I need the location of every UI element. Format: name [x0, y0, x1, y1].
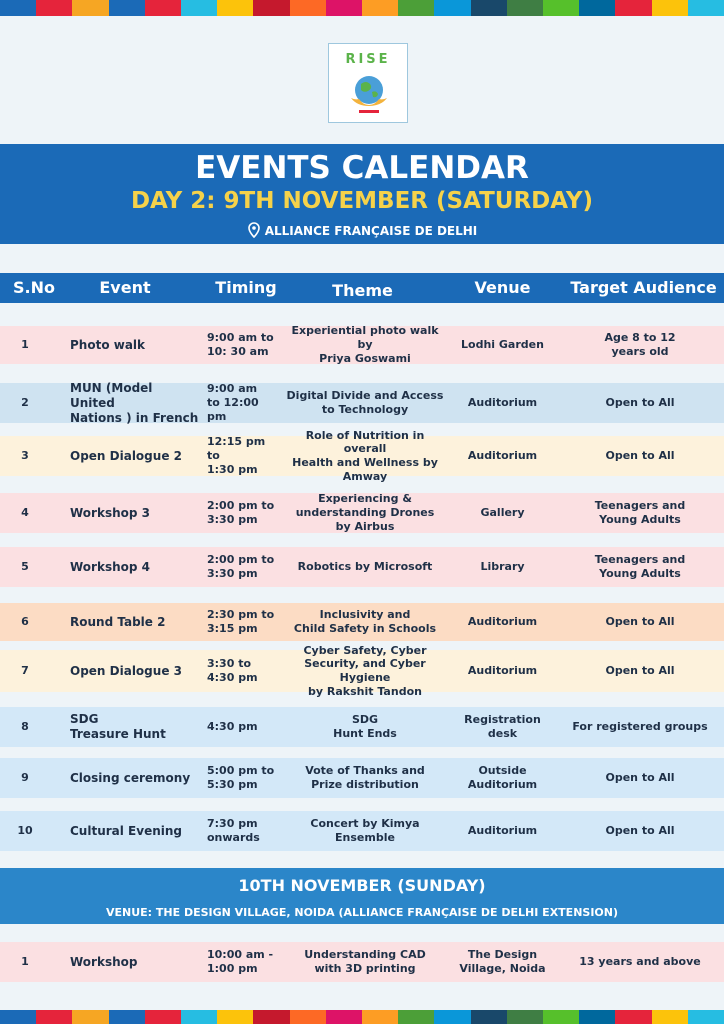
table-row: [0, 811, 724, 851]
theme-cell: [285, 383, 445, 423]
stripe-segment: [36, 0, 72, 16]
sno-cell-text: 5: [21, 560, 29, 574]
col-header-venue: Venue: [474, 278, 531, 297]
venue-text: ALLIANCE FRANÇAISE DE DELHI: [264, 224, 478, 238]
day-subtitle: DAY 2: 9TH NOVEMBER (SATURDAY): [130, 188, 594, 214]
audience-cell: [565, 650, 715, 692]
audience-cell-text: Open to All: [605, 664, 675, 678]
audience-cell: [565, 811, 715, 851]
stripe-segment: [217, 0, 253, 16]
timing-cell-text: 4:30 pm: [207, 720, 258, 734]
sno-cell: [0, 650, 50, 692]
stripe-segment: [543, 1010, 579, 1024]
stripe-segment: [507, 1010, 543, 1024]
venue-cell-text: Lodhi Garden: [461, 338, 544, 352]
theme-cell-text: Robotics by Microsoft: [297, 560, 433, 574]
table-row: [0, 643, 724, 698]
event-cell: [70, 811, 200, 851]
stripe-segment: [471, 0, 507, 16]
stripe-segment: [362, 1010, 398, 1024]
sno-cell-text: 1: [21, 955, 29, 969]
theme-cell-text: Vote of Thanks and Prize distribution: [305, 764, 425, 791]
venue-cell-text: The Design Village, Noida: [459, 948, 546, 975]
stripe-segment: [181, 1010, 217, 1024]
audience-cell-text: Teenagers and Young Adults: [594, 499, 686, 526]
event-cell-text: Workshop 3: [70, 505, 150, 520]
timing-cell: [207, 811, 277, 851]
theme-cell: [285, 643, 445, 698]
sno-cell-text: 8: [21, 720, 29, 734]
table-row: [0, 603, 724, 641]
stripe-segment: [362, 0, 398, 16]
venue-cell: [450, 650, 555, 692]
event-cell-text: Photo walk: [70, 337, 146, 352]
stripe-segment: [36, 1010, 72, 1024]
event-cell: [70, 326, 200, 364]
timing-cell: [207, 758, 277, 798]
venue-cell-text: Registration desk: [464, 713, 541, 740]
theme-cell: [285, 547, 445, 587]
event-cell: [70, 603, 200, 641]
stripe-segment: [326, 1010, 362, 1024]
theme-cell-text: Experiencing & understanding Drones by Airbus: [295, 492, 435, 533]
audience-cell-text: 13 years and above: [579, 955, 701, 969]
venue-cell: [450, 326, 555, 364]
sno-cell-text: 9: [21, 771, 29, 785]
timing-cell-text: 5:00 pm to 5:30 pm: [207, 764, 275, 791]
stripe-segment: [72, 1010, 108, 1024]
stripe-segment: [398, 0, 434, 16]
audience-cell: [565, 942, 715, 982]
stripe-segment: [326, 0, 362, 16]
venue-cell-text: Auditorium: [467, 396, 538, 410]
theme-cell-text: Role of Nutrition in overall Health and Wellness by Amway: [292, 428, 438, 483]
venue-cell-text: Auditorium: [467, 824, 538, 838]
audience-cell: [565, 436, 715, 476]
audience-cell-text: Age 8 to 12 years old: [604, 331, 676, 358]
audience-cell: [565, 383, 715, 423]
timing-cell-text: 7:30 pm onwards: [207, 817, 260, 844]
event-cell: [70, 493, 200, 533]
table-row: [0, 707, 724, 747]
venue-cell: [450, 707, 555, 747]
sno-cell: [0, 493, 50, 533]
col-header-audience: Target Audience: [570, 278, 717, 297]
location-pin-icon: [247, 222, 261, 241]
stripe-segment: [615, 1010, 651, 1024]
event-cell-text: SDG Treasure Hunt: [70, 712, 166, 741]
audience-cell-text: Open to All: [605, 615, 675, 629]
sno-cell-text: 7: [21, 664, 29, 678]
timing-cell-text: 3:30 to 4:30 pm: [207, 657, 258, 684]
stripe-segment: [688, 0, 724, 16]
header-banner: [0, 144, 724, 244]
timing-cell: [207, 650, 277, 692]
venue-cell: [450, 942, 555, 982]
stripe-segment: [290, 1010, 326, 1024]
color-stripe-bottom: [0, 1010, 724, 1024]
event-cell-text: Round Table 2: [70, 614, 166, 629]
venue-cell-text: Library: [480, 560, 525, 574]
stripe-segment: [145, 0, 181, 16]
sno-cell: [0, 811, 50, 851]
stripe-segment: [253, 1010, 289, 1024]
theme-cell-text: Experiential photo walk by Priya Goswami: [291, 324, 439, 365]
theme-cell-text: Understanding CAD with 3D printing: [304, 948, 426, 975]
page-title: EVENTS CALENDAR: [195, 150, 529, 186]
venue-cell: [450, 603, 555, 641]
sno-cell-text: 6: [21, 615, 29, 629]
sno-cell-text: 10: [17, 824, 33, 838]
stripe-segment: [652, 1010, 688, 1024]
table-header: [0, 273, 724, 303]
stripe-segment: [217, 1010, 253, 1024]
theme-cell-text: Inclusivity and Child Safety in Schools: [293, 608, 437, 635]
audience-cell: [565, 758, 715, 798]
theme-cell: [285, 942, 445, 982]
timing-cell-text: 10:00 am - 1:00 pm: [207, 948, 274, 975]
sno-cell: [0, 707, 50, 747]
sno-cell-text: 3: [21, 449, 29, 463]
event-cell: [70, 707, 200, 747]
theme-cell-text: Digital Divide and Access to Technology: [286, 389, 444, 416]
audience-cell-text: Open to All: [605, 824, 675, 838]
stripe-segment: [434, 0, 470, 16]
stripe-segment: [0, 0, 36, 16]
timing-cell: [207, 383, 277, 423]
timing-cell: [207, 547, 277, 587]
venue-cell: [450, 383, 555, 423]
venue-cell-text: Auditorium: [467, 664, 538, 678]
audience-cell-text: Teenagers and Young Adults: [594, 553, 686, 580]
theme-cell-text: SDG Hunt Ends: [333, 713, 397, 740]
event-cell: [70, 758, 200, 798]
table-row: [0, 428, 724, 483]
table-row: [0, 380, 724, 425]
stripe-segment: [109, 1010, 145, 1024]
theme-cell: [285, 758, 445, 798]
stripe-segment: [398, 1010, 434, 1024]
stripe-segment: [72, 0, 108, 16]
audience-cell: [565, 493, 715, 533]
theme-cell: [285, 811, 445, 851]
event-cell-text: MUN (Model United Nations ) in French: [70, 380, 199, 425]
theme-cell: [285, 603, 445, 641]
timing-cell: [207, 942, 277, 982]
audience-cell: [565, 326, 715, 364]
event-cell: [70, 380, 200, 425]
stripe-segment: [615, 0, 651, 16]
event-cell-text: Closing ceremony: [70, 770, 191, 785]
timing-cell-text: 2:30 pm to 3:15 pm: [207, 608, 275, 635]
theme-cell: [285, 326, 445, 364]
event-cell: [70, 942, 200, 982]
sno-cell: [0, 326, 50, 364]
venue-cell-text: Gallery: [480, 506, 525, 520]
venue-cell: [450, 493, 555, 533]
table-row: [0, 493, 724, 533]
col-header-event: Event: [99, 278, 151, 297]
timing-cell-text: 12:15 pm to 1:30 pm: [207, 435, 266, 476]
stripe-segment: [109, 0, 145, 16]
event-cell-text: Cultural Evening: [70, 823, 182, 838]
timing-cell: [207, 707, 277, 747]
col-header-theme: Theme: [332, 281, 393, 300]
table-row: [0, 547, 724, 587]
venue-cell: [450, 758, 555, 798]
venue-cell: [450, 811, 555, 851]
venue-cell: [450, 547, 555, 587]
audience-cell-text: Open to All: [605, 396, 675, 410]
audience-cell-text: Open to All: [605, 449, 675, 463]
audience-cell: [565, 547, 715, 587]
color-stripe-top: [0, 0, 724, 16]
sno-cell: [0, 942, 50, 982]
stripe-segment: [652, 0, 688, 16]
theme-cell-text: Cyber Safety, Cyber Security, and Cyber Hygiene by Rakshit Tandon: [303, 643, 427, 698]
stripe-segment: [688, 1010, 724, 1024]
stripe-segment: [579, 1010, 615, 1024]
timing-cell: [207, 436, 277, 476]
event-cell-text: Open Dialogue 2: [70, 448, 182, 463]
stripe-segment: [434, 1010, 470, 1024]
sno-cell: [0, 603, 50, 641]
timing-cell-text: 2:00 pm to 3:30 pm: [207, 499, 275, 526]
theme-cell-text: Concert by Kimya Ensemble: [310, 817, 420, 844]
table-row: [0, 758, 724, 798]
table-row: [0, 942, 724, 982]
logo-text: RISE: [345, 52, 391, 67]
theme-cell: [285, 707, 445, 747]
timing-cell-text: 2:00 pm to 3:30 pm: [207, 553, 275, 580]
theme-cell: [285, 428, 445, 483]
sno-cell-text: 4: [21, 506, 29, 520]
stripe-segment: [579, 0, 615, 16]
stripe-segment: [471, 1010, 507, 1024]
sno-cell: [0, 436, 50, 476]
rise-logo: [328, 43, 408, 123]
stripe-segment: [181, 0, 217, 16]
day3-banner: [0, 868, 724, 924]
audience-cell: [565, 707, 715, 747]
sno-cell: [0, 758, 50, 798]
timing-cell: [207, 326, 277, 364]
venue-line: [0, 222, 724, 241]
event-cell-text: Open Dialogue 3: [70, 663, 182, 678]
stripe-segment: [253, 0, 289, 16]
day3-venue: VENUE: THE DESIGN VILLAGE, NOIDA (ALLIANCE FRANÇAISE DE DELHI EXTENSION): [105, 906, 618, 919]
audience-cell-text: For registered groups: [572, 720, 708, 734]
sno-cell-text: 1: [21, 338, 29, 352]
sno-cell: [0, 547, 50, 587]
stripe-segment: [0, 1010, 36, 1024]
stripe-segment: [507, 0, 543, 16]
timing-cell: [207, 493, 277, 533]
audience-cell: [565, 603, 715, 641]
col-header-sno: S.No: [13, 278, 55, 297]
event-cell: [70, 547, 200, 587]
event-cell-text: Workshop 4: [70, 559, 150, 574]
day3-title: 10TH NOVEMBER (SUNDAY): [238, 876, 486, 895]
audience-cell-text: Open to All: [605, 771, 675, 785]
venue-cell-text: Auditorium: [467, 615, 538, 629]
venue-cell-text: Outside Auditorium: [467, 764, 538, 791]
timing-cell: [207, 603, 277, 641]
event-cell: [70, 436, 200, 476]
venue-cell-text: Auditorium: [467, 449, 538, 463]
sno-cell: [0, 383, 50, 423]
event-cell: [70, 650, 200, 692]
theme-cell: [285, 493, 445, 533]
timing-cell-text: 9:00 am to 12:00 pm: [207, 382, 259, 423]
stripe-segment: [290, 0, 326, 16]
table-row: [0, 326, 724, 364]
col-header-timing: Timing: [215, 278, 277, 297]
venue-cell: [450, 436, 555, 476]
timing-cell-text: 9:00 am to 10: 30 am: [207, 331, 274, 358]
stripe-segment: [145, 1010, 181, 1024]
sno-cell-text: 2: [21, 396, 29, 410]
event-cell-text: Workshop: [70, 954, 138, 969]
stripe-segment: [543, 0, 579, 16]
